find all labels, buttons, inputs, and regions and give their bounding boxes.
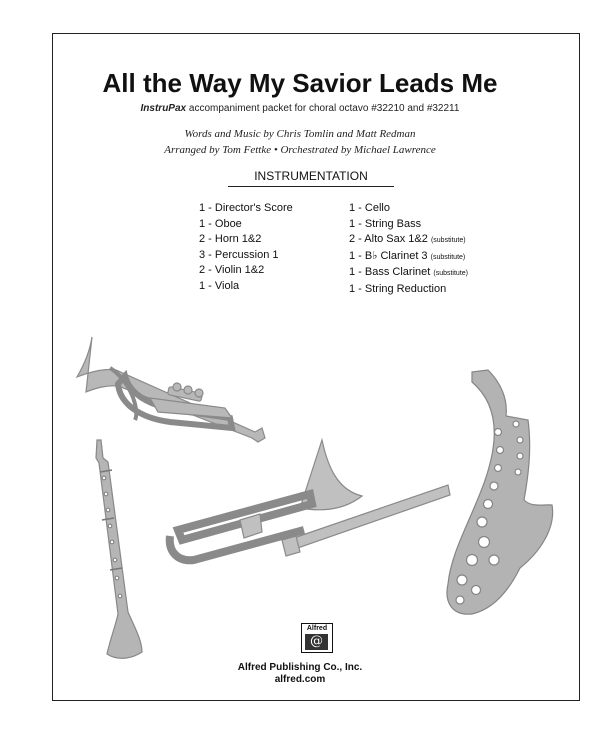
logo-glyph: @ [305,634,328,650]
list-item: 1 - Viola [199,279,240,292]
list-item: 3 - Percussion 1 [199,248,279,261]
list-item: 1 - Cello [349,202,390,214]
trombone-icon [170,440,450,560]
list-item: 2 - Violin 1&2 [199,264,265,277]
alfred-logo [301,623,333,653]
publisher-name: Alfred Publishing Co., Inc. [237,662,363,673]
words-music-credit: Words and Music by Chris Tomlin and Matt Redman [184,128,416,140]
publisher-block [0,662,600,686]
list-item: 1 - Oboe [199,217,242,230]
list-item: 1 - B♭ Clarinet 3 (substitute) [349,249,466,262]
list-item: 1 - String Bass [349,217,422,230]
subtitle-text: accompaniment packet for choral octavo #32210 and #32211 [186,103,460,114]
trumpet-icon [77,337,265,442]
list-item: 1 - Bass Clarinet (substitute) [349,266,468,279]
saxophone-icon [447,370,553,614]
list-item: 1 - String Reduction [349,282,447,295]
list-item: 2 - Horn 1&2 [199,233,262,246]
publisher-url[interactable]: alfred.com [274,674,326,685]
logo-text: Alfred [306,625,328,632]
instrumentation-heading: INSTRUMENTATION [228,169,394,187]
page-title: All the Way My Savior Leads Me [102,68,498,98]
brand-name: InstruPax [140,103,187,114]
list-item: 2 - Alto Sax 1&2 (substitute) [349,233,466,246]
arranger-credit: Arranged by Tom Fettke • Orchestrated by Michael Lawrence [164,144,436,156]
list-item: 1 - Director's Score [199,202,293,214]
clarinet-icon [96,440,142,658]
